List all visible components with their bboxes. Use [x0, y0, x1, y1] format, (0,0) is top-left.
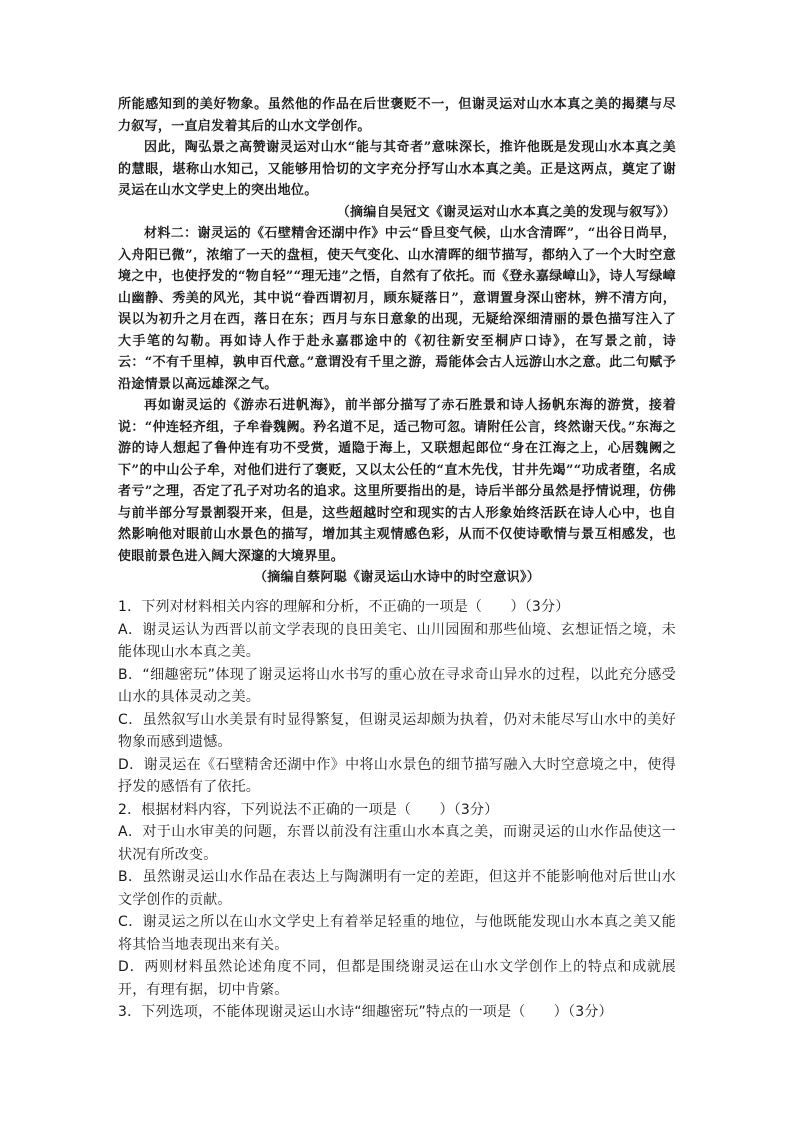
question-1-option-d: D．谢灵运在《石壁精舍还湖中作》中将山水景色的细节描写融入大时空意境之中，使得抒发的感悟有了依托。: [118, 756, 676, 795]
question-3-stem: 3．下列选项，不能体现谢灵运山水诗“细趣密玩”特点的一项是（ ）（3分）: [118, 1004, 613, 1020]
question-1-option-c: C．虽然叙写山水美景有时显得繁复，但谢灵运却颇为执着，仍对未能尽写山水中的美好物象而感到遗憾。: [118, 711, 676, 750]
reading-passage: [118, 94, 676, 589]
question-1-stem: 1．下列对材料相关内容的理解和分析，不正确的一项是（ ）（3分）: [118, 599, 570, 615]
passage-paragraph-2: 因此，陶弘景之高赞谢灵运对山水“能与其奇者”意味深长，推许他既是发现山水本真之美的慧眼，堪称山水知己，又能够用恰切的文字充分抒写山水本真之美。正是这两点，奠定了谢灵运在山水文学史上的突出地位。: [118, 140, 676, 198]
question-2-option-c: C．谢灵运之所以在山水文学史上有着举足轻重的地位，与他既能发现山水本真之美又能将其恰当地表现出来有关。: [118, 914, 676, 953]
question-2-stem: 2．根据材料内容，下列说法不正确的一项是（ ）（3分）: [118, 801, 499, 818]
question-2-option-b: B．虽然谢灵运山水作品在表达上与陶渊明有一定的差距，但这并不能影响他对后世山水文学创作的贡献。: [118, 869, 676, 908]
question-list: [118, 596, 676, 1024]
source-citation-1: （摘编自吴冠文《谢灵运对山水本真之美的发现与叙写》）: [336, 204, 676, 220]
question-2-option-d: D．两则材料虽然论述角度不同，但都是围绕谢灵运在山水文学创作上的特点和成就展开，有理有据，切中肯綮。: [118, 959, 676, 998]
question-1-option-a: A．谢灵运认为西晋以前文学表现的良田美宅、山川园囿和那些仙境、玄想证悟之境，未能体现山水本真之美。: [118, 621, 676, 660]
passage-paragraph-3: 材料二：谢灵运的《石壁精舍还湖中作》中云“昏旦变气候，山水含清晖”，“出谷日尚早，入舟阳已微”，浓缩了一天的盘桓，使天气变化、山水清晖的细节描写，都纳入了一个大时空意境之中，也使抒发的“物自轻”“理无违”之悟，自然有了依托。而《登永嘉绿嶂山》，诗人写绿嶂山幽静、秀美的风光，其中说“眷西谓初月，顾东疑落日”，意谓置身深山密林，辨不清方向，误以为初升之月在西，落日在东；西月与东日意象的出现，无疑给深细清丽的景色描写注入了大手笔的勾勒。再如诗人作于赴永嘉郡途中的《初往新安至桐庐口诗》，在写景之前，诗云：“不有千里棹，孰申百代意。”意谓没有千里之游，焉能体会古人远游山水之意。此二句赋予沿途情景以高远雄深之气。: [118, 226, 676, 392]
passage-paragraph-1: 所能感知到的美好物象。虽然他的作品在后世褒贬不一，但谢灵运对山水本真之美的揭橥与尽力叙写，一直启发着其后的山水文学创作。: [118, 97, 676, 134]
passage-paragraph-4: 再如谢灵运的《游赤石进帆海》，前半部分描写了赤石胜景和诗人扬帆东海的游赏，接着说：“仲连轻齐组，子牟眷魏阙。矜名道不足，适己物可忽。请附任公言，终然谢天伐。”东海之游的诗人想起了鲁仲连有功不受赏，遁隐于海上，又联想起郎位“身在江海之上，心居魏阙之下”的中山公子牟，对他们进行了褒贬，又以太公任的“直木先伐，甘井先竭”“功成者堕，名成者亏”之理，否定了孔子对功名的追求。这里所要指出的是，诗后半部分虽然是抒情说理，仿佛与前半部分写景割裂开来，但是，这些超越时空和现实的古人形象始终活跃在诗人心中，也自然影响他对眼前山水景色的描写，增加其主观情感色彩，从而不仅使诗歌情与景互相感发，也使眼前景色进入阔大深邃的大境界里。: [118, 398, 676, 564]
question-1-option-b: B．“细趣密玩”体现了谢灵运将山水书写的重心放在寻求奇山异水的过程，以此充分感受山水的具体灵动之美。: [118, 666, 676, 705]
source-citation-2: （摘编自蔡阿聪《谢灵运山水诗中的时空意识》）: [253, 570, 541, 585]
question-2-option-a: A．对于山水审美的问题，东晋以前没有注重山水本真之美，而谢灵运的山水作品使这一状况有所改变。: [118, 824, 676, 863]
